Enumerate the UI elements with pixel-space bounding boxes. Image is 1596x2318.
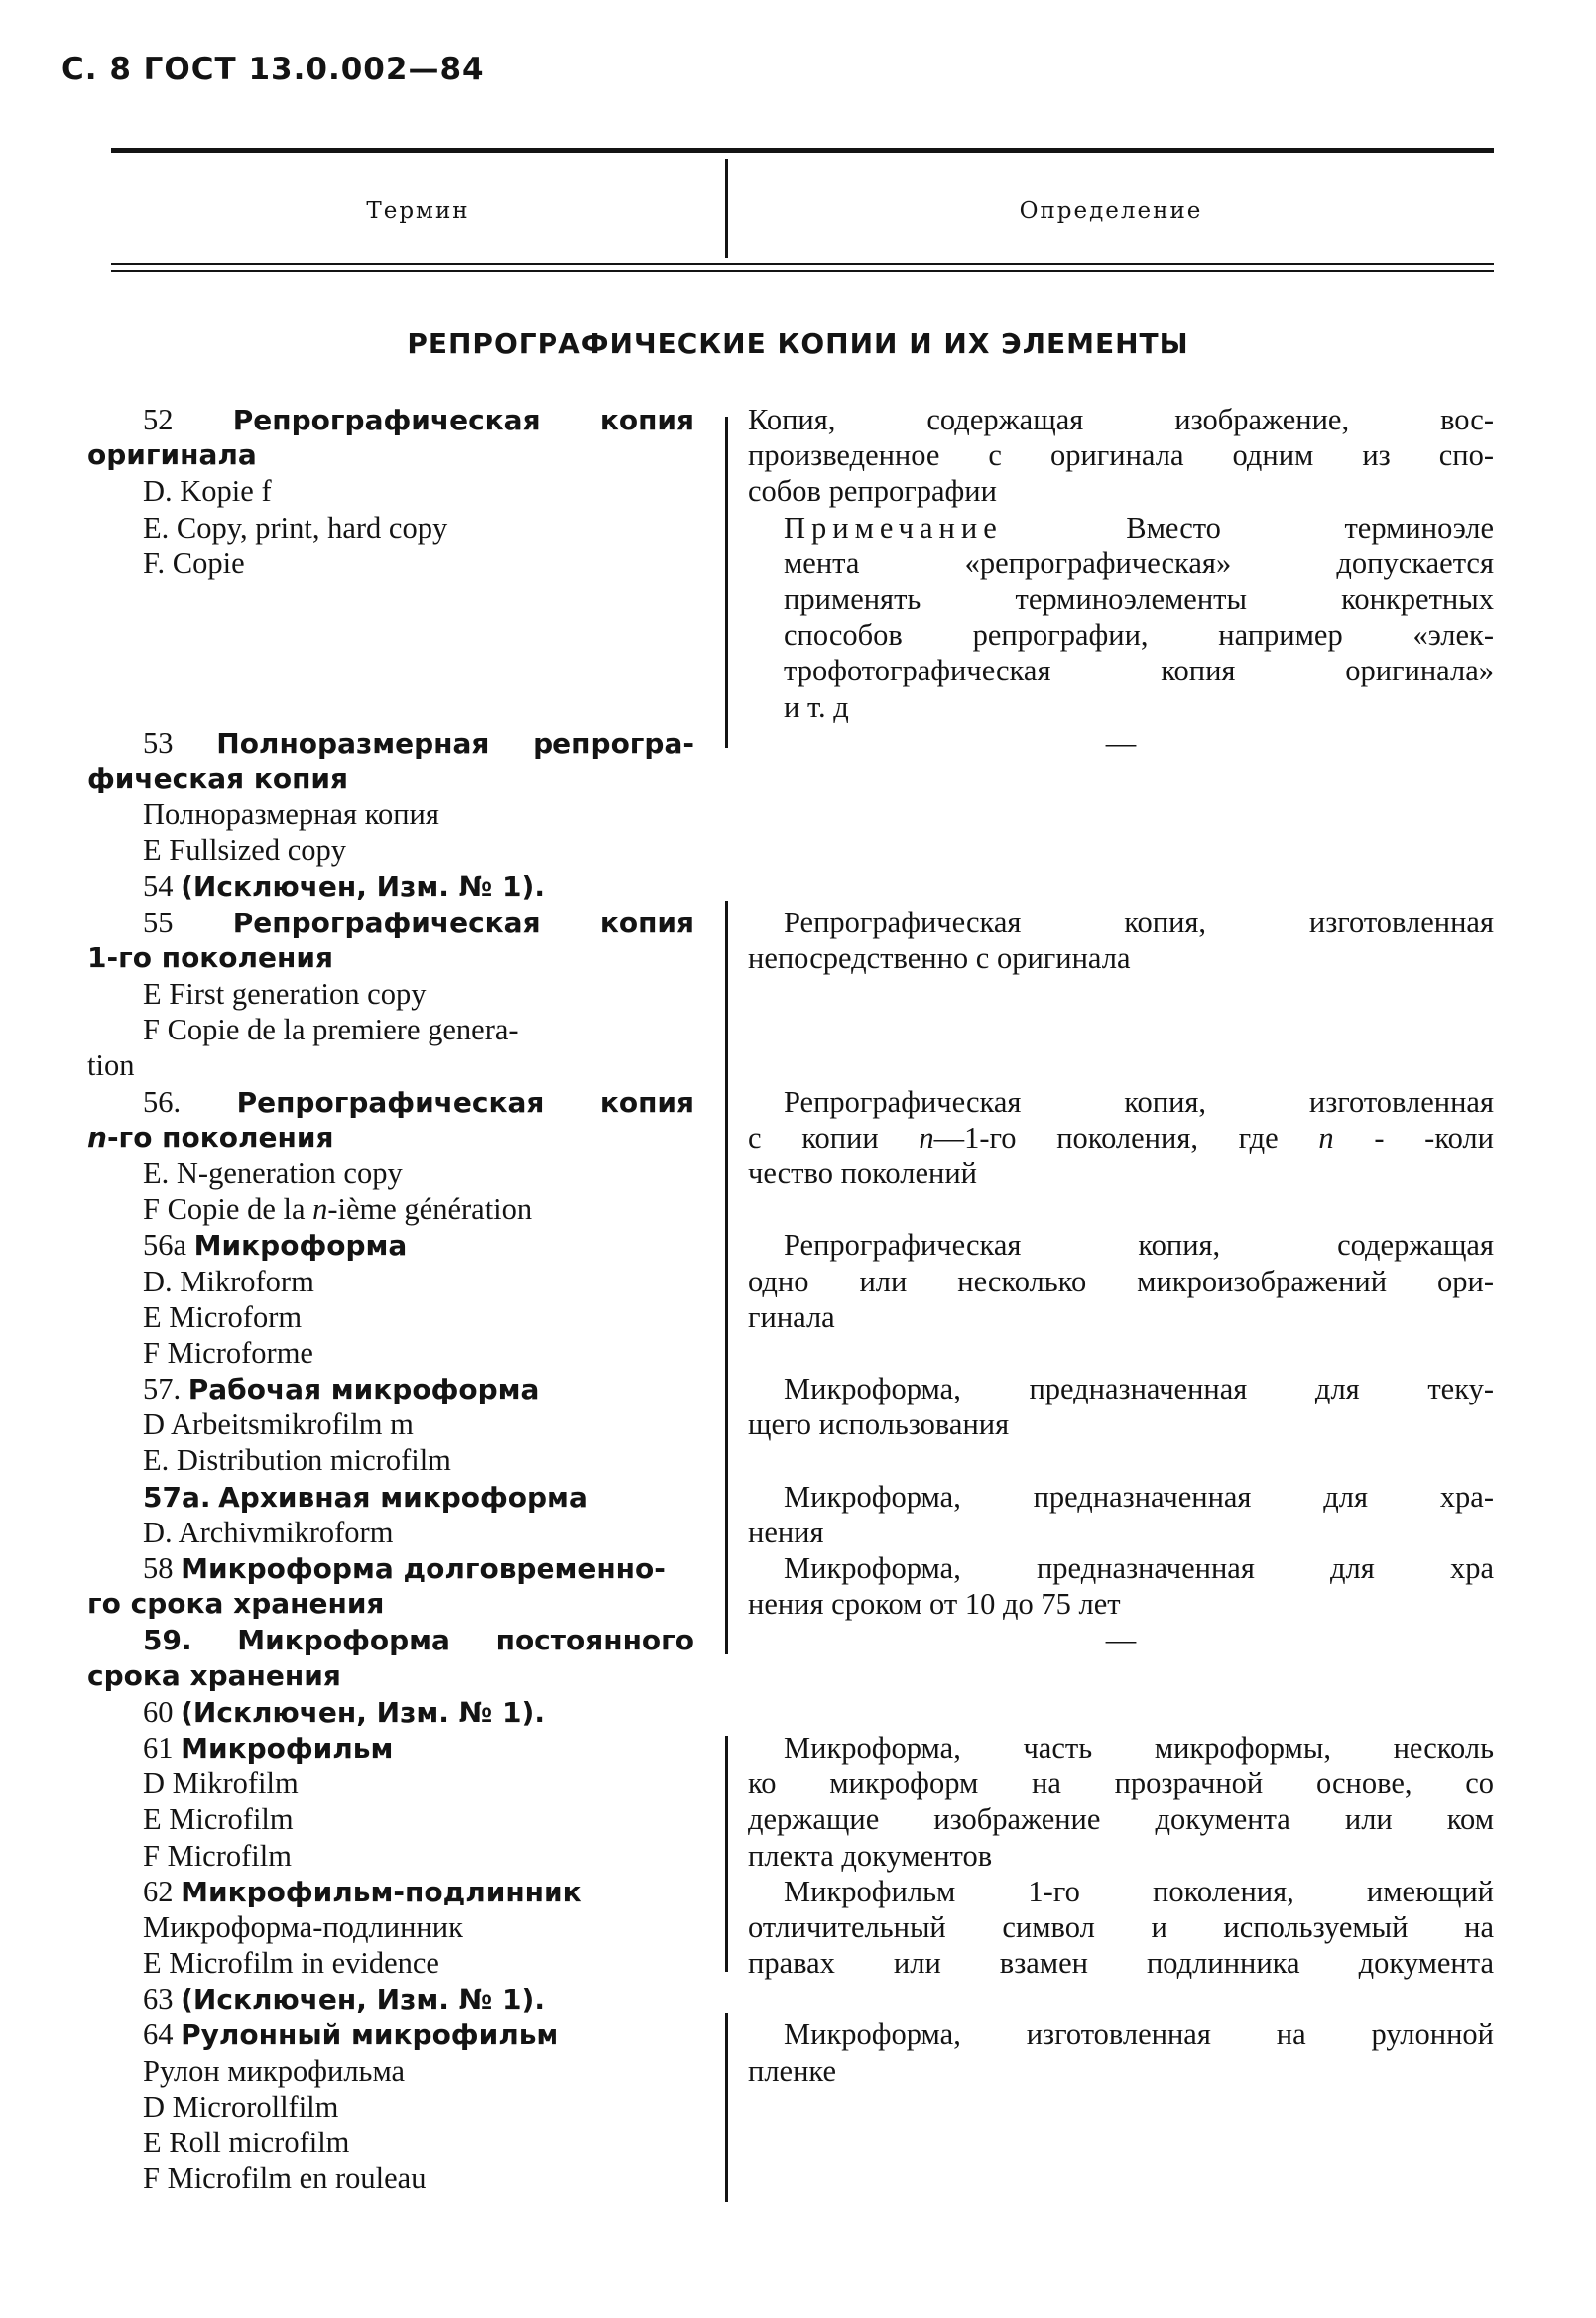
term-60: 60 (Исключен, Изм. № 1).: [143, 1694, 545, 1729]
term-57a: 57а. Архивная микроформа: [143, 1480, 588, 1514]
def-61-line-3: держащие изображение документа или ком: [748, 1802, 1494, 1837]
term-55-en: E First generation copy: [143, 977, 427, 1011]
def-57-line-2: щего использования: [748, 1407, 1010, 1442]
note-52-line-3: применять терминоэлементы конкретных: [784, 581, 1494, 616]
def-56a-line-1: Репрографическая копия, содержащая: [784, 1228, 1494, 1263]
term-53-cont: фическая копия: [87, 761, 349, 794]
def-58-line-2: нения сроком от 10 до 75 лет: [748, 1587, 1121, 1622]
term-61-de: D Mikrofilm: [143, 1767, 299, 1801]
note-52-line-2: мента «репрографическая» допускается: [784, 546, 1494, 580]
body-divider-3: [725, 1736, 728, 1972]
term-62-en: E Microfilm in evidence: [143, 1946, 439, 1981]
def-57a-line-2: нения: [748, 1515, 824, 1549]
note-52-line-1: Примечание Вместо терминоэле: [784, 510, 1494, 545]
term-53: 53 Полноразмерная репрогра-: [143, 725, 694, 760]
term-57: 57. Рабочая микроформа: [143, 1372, 540, 1406]
def-52-line-3: собов репрографии: [748, 474, 997, 509]
term-64-en: E Roll microfilm: [143, 2126, 350, 2159]
term-52: 52 Репрографическая копия: [143, 403, 694, 436]
column-header-definition: Определение: [1019, 198, 1203, 224]
term-56: 56. Репрографическая копия: [143, 1084, 694, 1119]
term-57-en: E. Distribution microfilm: [143, 1443, 451, 1478]
def-55-line-2: непосредственно с оригинала: [748, 940, 1131, 975]
term-52-fr: F. Copie: [143, 546, 245, 580]
term-53-synonym: Полноразмерная копия: [143, 797, 439, 832]
term-56-en: E. N-generation copy: [143, 1156, 403, 1190]
term-64-de: D Microrollfilm: [143, 2089, 339, 2124]
term-52-cont: оригинала: [87, 438, 257, 472]
term-58-cont: го срока хранения: [87, 1587, 385, 1621]
term-61-fr: F Microfilm: [143, 1838, 292, 1873]
terms-column: [87, 402, 694, 2196]
term-52-en: E. Copy, print, hard copy: [143, 510, 448, 545]
term-56a: 56а Микроформа: [143, 1228, 408, 1263]
def-61-line-4: плекта документов: [748, 1838, 993, 1873]
term-55-fr-cont: tion: [87, 1048, 135, 1083]
term-55-fr: F Copie de la premiere genera-: [143, 1013, 519, 1047]
term-57-de: D Arbeitsmikrofilm m: [143, 1407, 414, 1442]
def-57-line-1: Микроформа, предназначенная для теку-: [784, 1372, 1494, 1406]
term-63: 63 (Исключен, Изм. № 1).: [143, 1982, 545, 2016]
note-52-line-6: и т. д: [784, 689, 849, 724]
term-62: 62 Микрофильм-подлинник: [143, 1874, 582, 1908]
term-56-fr: F Copie de la n-ième génération: [143, 1192, 533, 1227]
term-64-fr: F Microfilm en rouleau: [143, 2161, 427, 2196]
header-bottom-rule-1: [111, 263, 1494, 265]
def-62-line-1: Микрофильм 1-го поколения, имеющий: [784, 1874, 1494, 1908]
term-54: 54 (Исключен, Изм. № 1).: [143, 869, 545, 904]
body-divider-4: [725, 2013, 728, 2202]
term-64: 64 Рулонный микрофильм: [143, 2017, 559, 2052]
header-bottom-rule-2: [111, 270, 1494, 272]
term-62-synonym: Микроформа-подлинник: [143, 1909, 463, 1944]
column-header-term: Термин: [366, 198, 470, 224]
definitions-column: [748, 402, 1494, 2089]
term-57a-de: D. Archivmikroform: [143, 1515, 394, 1549]
def-64-line-1: Микроформа, изготовленная на рулонной: [784, 2017, 1494, 2052]
def-64-line-2: пленке: [748, 2053, 836, 2088]
def-55-line-1: Репрографическая копия, изготовленная: [784, 905, 1494, 939]
def-56a-line-2: одно или несколько микроизображений ори-: [748, 1264, 1494, 1298]
body-divider-1: [725, 417, 728, 748]
term-59: 59. Микроформа постоянного: [143, 1624, 694, 1657]
term-55: 55 Репрографическая копия: [143, 905, 694, 939]
def-57a-line-1: Микроформа, предназначенная для хра-: [784, 1479, 1494, 1514]
term-53-en: E Fullsized copy: [143, 833, 346, 868]
term-56a-fr: F Microforme: [143, 1335, 313, 1370]
def-61-line-2: ко микроформ на прозрачной основе, со: [748, 1767, 1494, 1801]
note-52-line-5: трофотографическая копия оригинала»: [784, 654, 1494, 688]
def-52-line-2: произведенное с оригинала одним из спо-: [748, 438, 1494, 473]
term-61-en: E Microfilm: [143, 1802, 294, 1837]
term-58: 58 Микроформа долговременно-: [143, 1551, 666, 1585]
def-56a-line-3: гинала: [748, 1299, 835, 1334]
def-58-line-1: Микроформа, предназначенная для хра: [784, 1551, 1494, 1585]
def-53-dash: —: [1105, 725, 1137, 760]
term-59-cont: срока хранения: [87, 1658, 341, 1692]
term-56a-en: E Microform: [143, 1299, 303, 1334]
def-56-line-3: чество поколений: [748, 1156, 977, 1190]
term-56-cont: n-го поколения: [87, 1120, 334, 1154]
def-62-line-2: отличительный символ и используемый на: [748, 1909, 1494, 1944]
def-62-line-3: правах или взамен подлинника документа: [748, 1946, 1494, 1981]
def-56-line-2: с копии n—1-го поколения, где n - -коли: [748, 1120, 1494, 1155]
note-52-line-4: способов репрографии, например «элек-: [784, 618, 1494, 653]
header-top-rule: [111, 148, 1494, 153]
def-61-line-1: Микроформа, часть микроформы, несколь: [784, 1730, 1494, 1765]
term-56a-de: D. Mikroform: [143, 1264, 314, 1298]
def-52-line-1: Копия, содержащая изображение, вос-: [748, 403, 1494, 436]
term-52-de: D. Kopie f: [143, 474, 272, 509]
def-56-line-1: Репрографическая копия, изготовленная: [784, 1084, 1494, 1119]
term-61: 61 Микрофильм: [143, 1730, 394, 1765]
page-header: С. 8 ГОСТ 13.0.002—84: [61, 52, 485, 87]
term-64-synonym: Рулон микрофильма: [143, 2053, 406, 2088]
body-divider-2: [725, 901, 728, 1654]
section-title: РЕПРОГРАФИЧЕСКИЕ КОПИИ И ИХ ЭЛЕМЕНТЫ: [407, 327, 1189, 360]
def-59-dash: —: [1105, 1623, 1137, 1657]
term-55-cont: 1-го поколения: [87, 940, 333, 974]
